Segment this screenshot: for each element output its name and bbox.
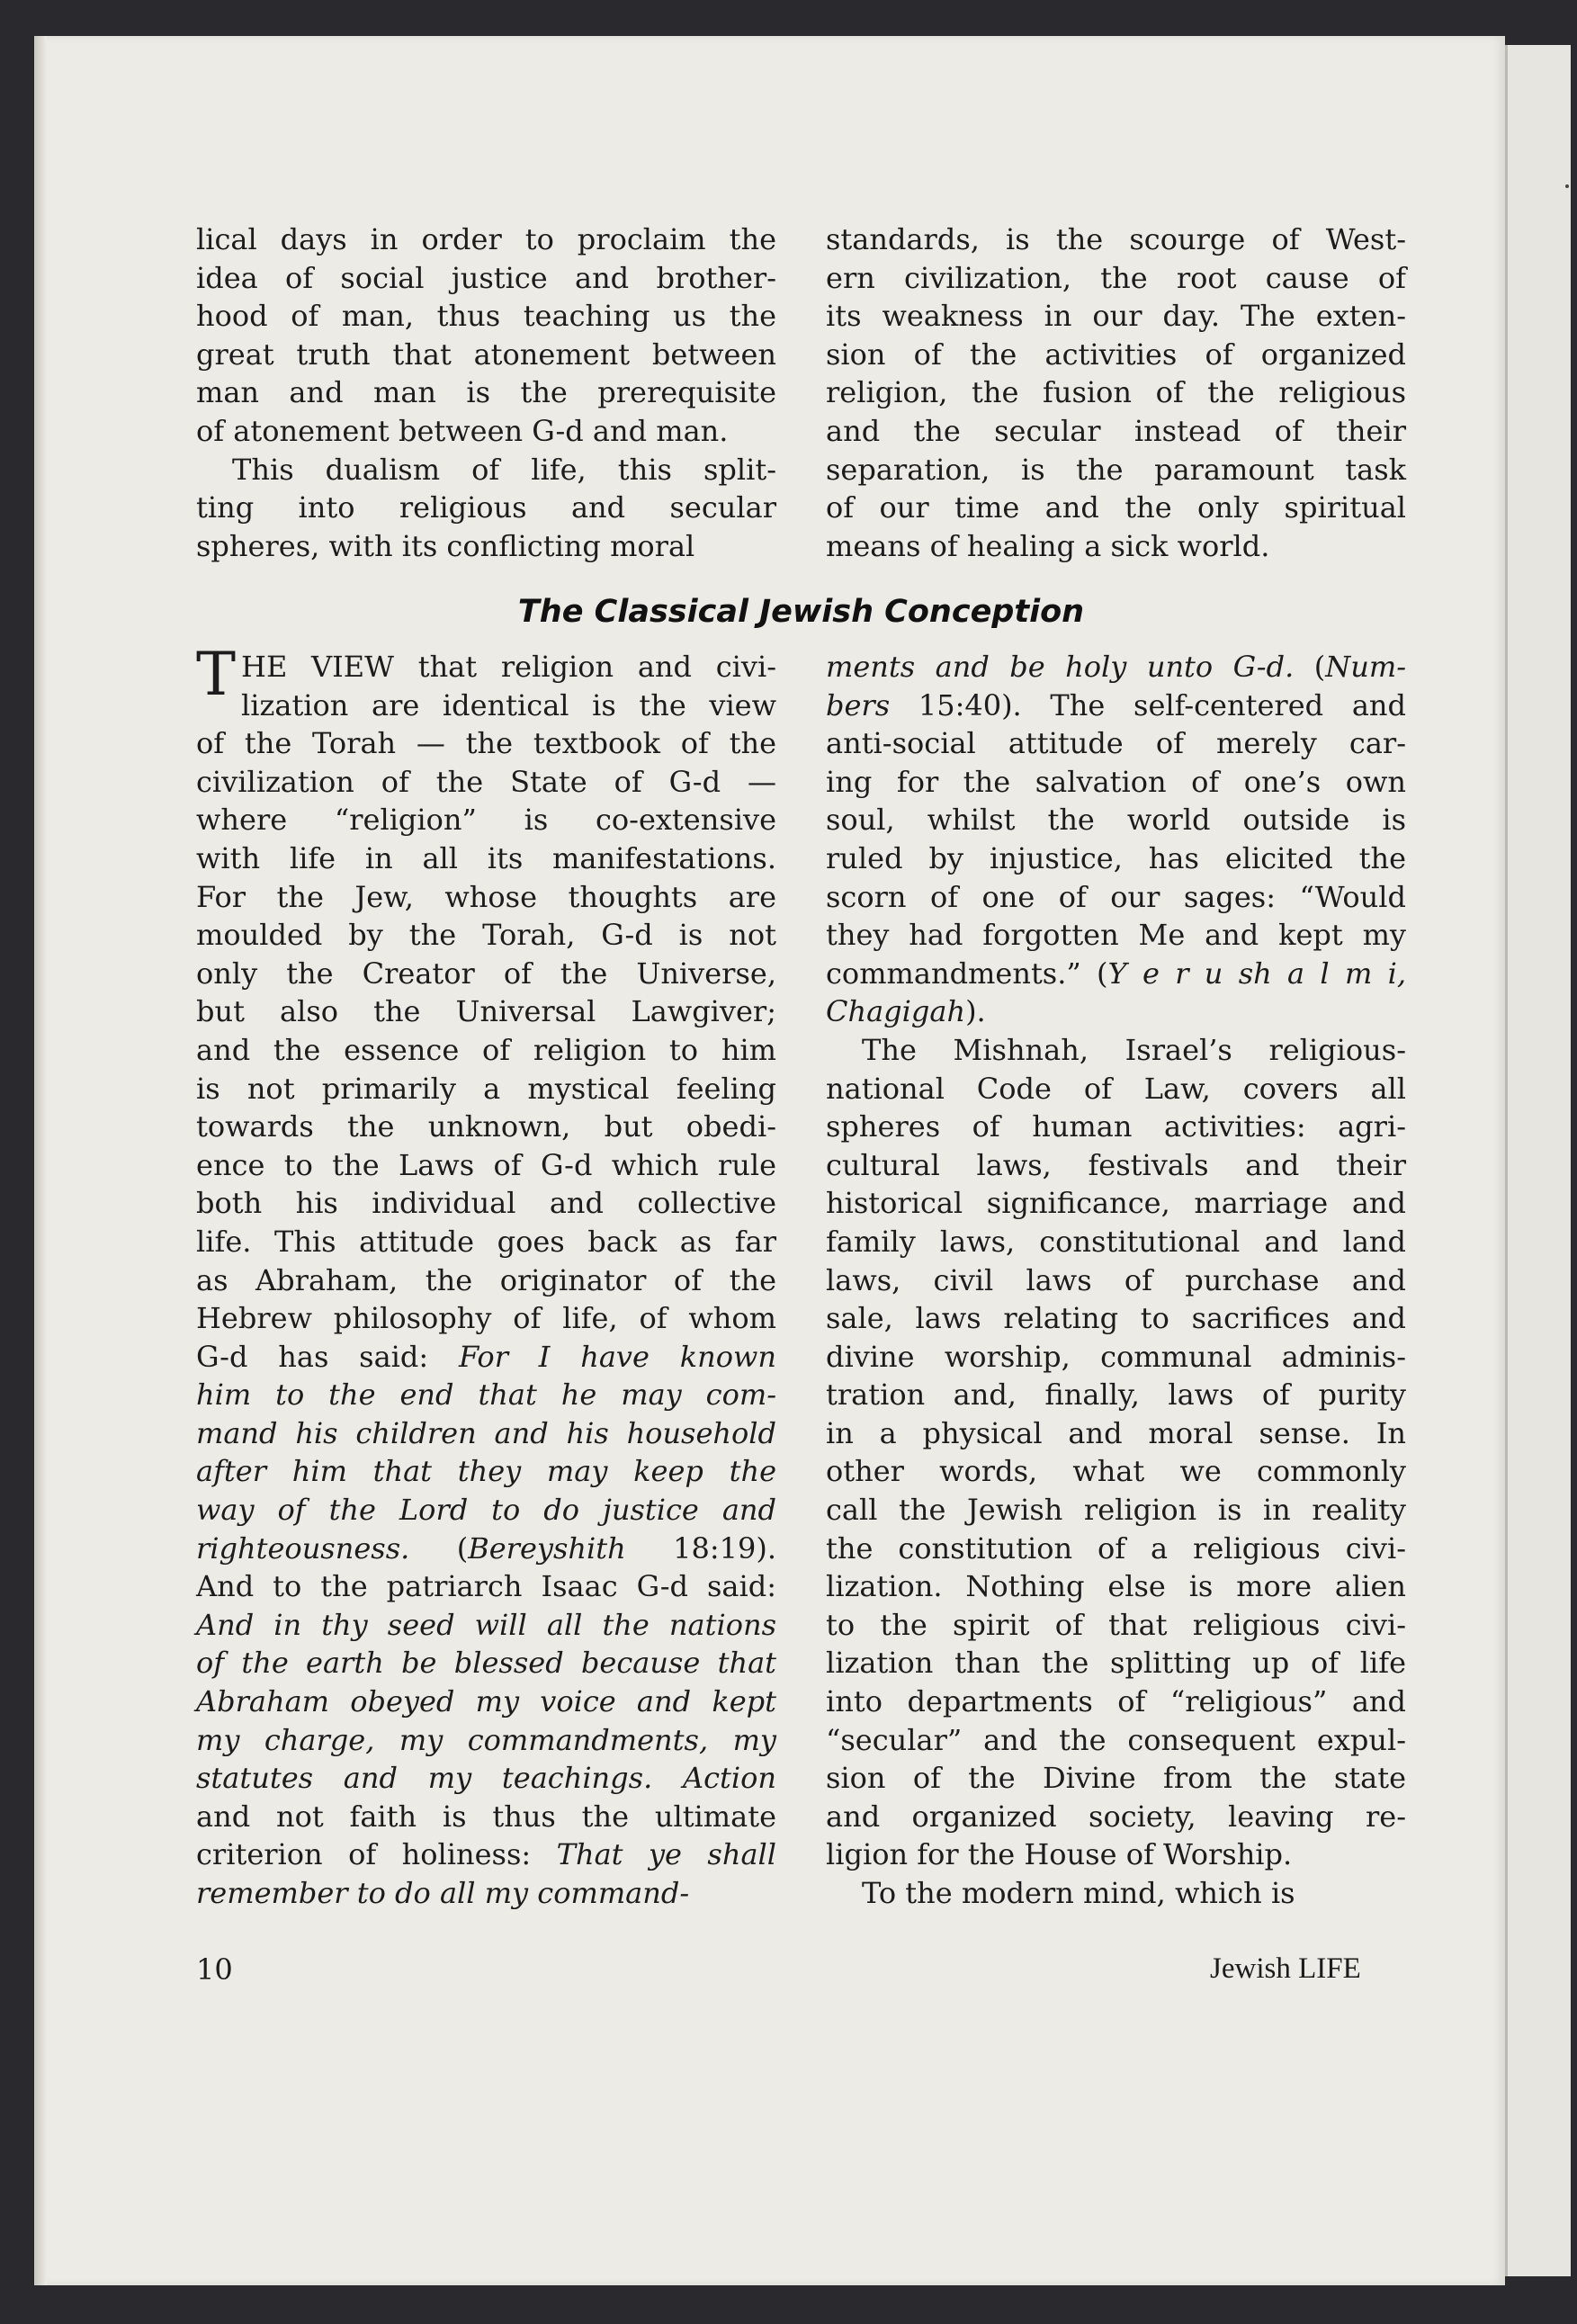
text-line: life. This attitude goes back as far bbox=[196, 1224, 776, 1259]
text-line: cultural laws, festivals and their bbox=[826, 1147, 1406, 1182]
text-line: ence to the Laws of G-d which rule bbox=[196, 1147, 776, 1182]
text-line: other words, what we commonly bbox=[826, 1454, 1406, 1489]
text-line: towards the unknown, but obedi- bbox=[196, 1109, 776, 1144]
page-binding bbox=[34, 36, 47, 2285]
text-line: To the modern mind, which is bbox=[862, 1876, 1295, 1910]
text-line: as Abraham, the originator of the bbox=[196, 1262, 776, 1297]
text-line: separation, is the paramount task bbox=[826, 452, 1406, 487]
text-line: spheres of human activities: agri- bbox=[826, 1109, 1406, 1144]
text-line: hood of man, thus teaching us the bbox=[196, 299, 776, 334]
text-line: with life in all its manifestations. bbox=[196, 840, 776, 875]
text-line: they had forgotten Me and kept my bbox=[826, 918, 1406, 953]
text-line: mand his children and his household bbox=[196, 1415, 776, 1450]
text-line: and the essence of religion to him bbox=[196, 1032, 776, 1067]
text-line: ting into religious and secular bbox=[196, 490, 776, 525]
text-line: is not primarily a mystical feeling bbox=[196, 1071, 776, 1106]
text-line: of atonement between G-d and man. bbox=[196, 413, 729, 448]
text-line: sion of the activities of organized bbox=[826, 336, 1406, 372]
text-line: of our time and the only spiritual bbox=[826, 490, 1406, 525]
text-line: THE VIEW that religion and civi- bbox=[196, 640, 776, 709]
text-line: of the earth be blessed because that bbox=[196, 1646, 776, 1681]
text-line: G-d has said: For I have known bbox=[196, 1339, 776, 1374]
text-line: standards, is the scourge of West- bbox=[826, 222, 1406, 256]
text-line: bers 15:40). The self-centered and bbox=[826, 687, 1406, 722]
text-line: ments and be holy unto G-d. (Num- bbox=[826, 650, 1407, 684]
text-line: lical days in order to proclaim the bbox=[196, 222, 776, 256]
text-line: national Code of Law, covers all bbox=[826, 1071, 1406, 1106]
text-line: and the secular instead of their bbox=[826, 413, 1406, 448]
text-line: only the Creator of the Universe, bbox=[196, 956, 776, 991]
text-line: the constitution of a religious civi- bbox=[826, 1530, 1406, 1566]
text-line: ern civilization, the root cause of bbox=[826, 260, 1406, 295]
text-line: way of the Lord to do justice and bbox=[196, 1493, 776, 1528]
text-line: statutes and my teachings. Action bbox=[196, 1761, 776, 1796]
text-line: but also the Universal Lawgiver; bbox=[196, 994, 776, 1029]
text-line: This dualism of life, this split- bbox=[232, 452, 776, 487]
text-line: anti-social attitude of merely car- bbox=[826, 726, 1406, 761]
page-mark bbox=[1565, 184, 1569, 188]
text-line: spheres, with its conflicting moral bbox=[196, 528, 695, 563]
text-line: my charge, my commandments, my bbox=[196, 1722, 776, 1757]
text-line: soul, whilst the world outside is bbox=[826, 803, 1406, 838]
text-line: tration and, finally, laws of purity bbox=[826, 1377, 1406, 1413]
adjacent-page-edge bbox=[1505, 45, 1571, 2276]
text-line: call the Jewish religion is in reality bbox=[826, 1493, 1406, 1528]
text-line: Hebrew philosophy of life, of whom bbox=[196, 1301, 776, 1336]
text-line: Chagigah). bbox=[826, 994, 986, 1029]
text-line: idea of social justice and brother- bbox=[196, 260, 776, 295]
text-line: to the spirit of that religious civi- bbox=[826, 1607, 1406, 1642]
publication-name: Jewish LIFE bbox=[1210, 1952, 1361, 1985]
text-line: religion, the fusion of the religious bbox=[826, 375, 1406, 410]
text-line: into departments of “religious” and bbox=[826, 1684, 1406, 1719]
bottom-right-column bbox=[826, 648, 1406, 1913]
text-line: in a physical and moral sense. In bbox=[826, 1415, 1406, 1450]
text-line: and organized society, leaving re- bbox=[826, 1799, 1406, 1834]
text-line: family laws, constitutional and land bbox=[826, 1224, 1406, 1259]
bottom-left-column bbox=[196, 640, 777, 1913]
top-right-column bbox=[826, 220, 1406, 565]
text-line: where “religion” is co-extensive bbox=[196, 803, 776, 838]
text-line: sion of the Divine from the state bbox=[826, 1761, 1406, 1796]
text-line: lization are identical is the view bbox=[241, 687, 776, 722]
text-line: of the Torah — the textbook of the bbox=[196, 726, 776, 761]
text-line: means of healing a sick world. bbox=[826, 528, 1270, 563]
text-line: him to the end that he may com- bbox=[196, 1377, 776, 1413]
text-line: moulded by the Torah, G-d is not bbox=[196, 918, 776, 953]
text-line: civilization of the State of G-d — bbox=[196, 764, 776, 799]
text-line: righteousness. (Bereyshith 18:19). bbox=[196, 1530, 777, 1566]
text-line: after him that they may keep the bbox=[196, 1454, 776, 1489]
text-line: The Mishnah, Israel’s religious- bbox=[862, 1032, 1406, 1067]
text-line: ing for the salvation of one’s own bbox=[826, 764, 1406, 799]
text-line: And to the patriarch Isaac G-d said: bbox=[196, 1569, 776, 1604]
text-line: sale, laws relating to sacrifices and bbox=[826, 1301, 1406, 1336]
text-line: scorn of one of our sages: “Would bbox=[826, 879, 1406, 914]
text-line: For the Jew, whose thoughts are bbox=[196, 879, 776, 914]
text-line: Abraham obeyed my voice and kept bbox=[196, 1684, 776, 1719]
drop-cap: T bbox=[196, 640, 237, 709]
section-heading: The Classical Jewish Conception bbox=[517, 594, 1085, 630]
text-line: ruled by injustice, has elicited the bbox=[826, 840, 1406, 875]
text-line: historical significance, marriage and bbox=[826, 1186, 1406, 1221]
text-line: man and man is the prerequisite bbox=[196, 375, 776, 410]
text-line: laws, civil laws of purchase and bbox=[826, 1262, 1406, 1297]
text-line: ligion for the House of Worship. bbox=[826, 1837, 1293, 1872]
top-left-column bbox=[196, 220, 776, 565]
text-line: “secular” and the consequent expul- bbox=[826, 1722, 1406, 1757]
text-line: criterion of holiness: That ye shall bbox=[196, 1837, 777, 1872]
text-line: its weakness in our day. The exten- bbox=[826, 299, 1406, 334]
text-line: And in thy seed will all the nations bbox=[196, 1607, 776, 1642]
text-line: remember to do all my command- bbox=[196, 1876, 690, 1910]
text-line: and not faith is thus the ultimate bbox=[196, 1799, 776, 1834]
text-line: both his individual and collective bbox=[196, 1186, 776, 1221]
text-line: great truth that atonement between bbox=[196, 336, 776, 372]
page-number: 10 bbox=[196, 1952, 233, 1987]
text-line: commandments.” (Y e r u sh a l m i, bbox=[826, 956, 1407, 991]
text-line: lization than the splitting up of life bbox=[826, 1646, 1406, 1681]
text-line: lization. Nothing else is more alien bbox=[826, 1569, 1406, 1604]
text-line: divine worship, communal adminis- bbox=[826, 1339, 1406, 1374]
